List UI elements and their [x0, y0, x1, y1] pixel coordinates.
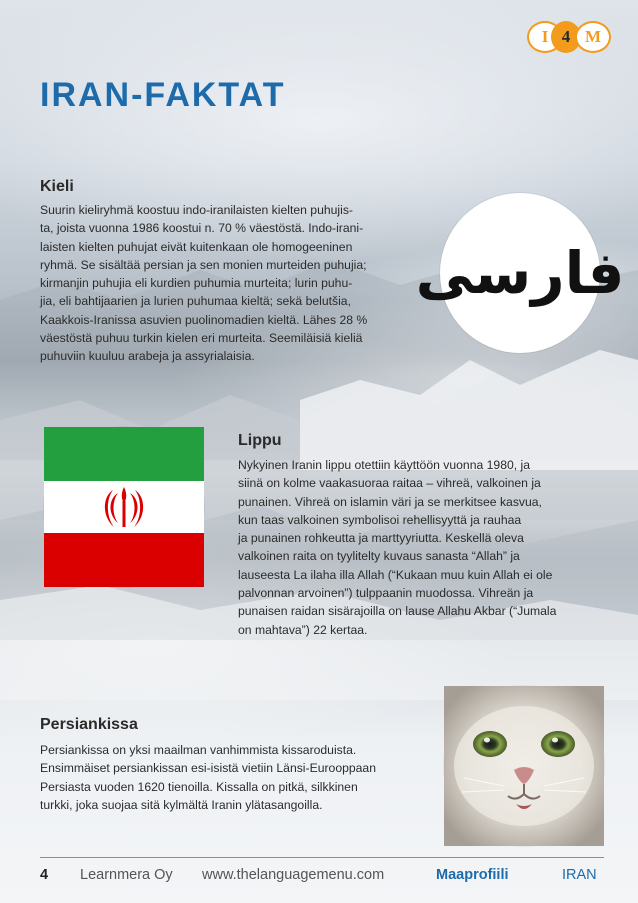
persiankissa-paragraph — [40, 741, 440, 814]
kieli-line: jia, eli bahtijaarien ja lurien puhumaa kieltä; sekä belutšia, — [40, 294, 351, 309]
lippu-line: punaisen raidan sisärajoilla on lause Allahu Akbar (“Jumala — [238, 604, 557, 619]
lippu-line: punainen. Vihreä on islamin väri ja se merkitsee kasvua, — [238, 494, 542, 509]
kieli-line: Suurin kieliryhmä koostuu indo-iranilaisten kielten puhujis- — [40, 203, 353, 217]
iran-flag-circle — [44, 427, 204, 587]
persiankissa-line: Persiasta vuoden 1620 tienoilla. Kissalla on pitkä, silkkinen — [40, 779, 358, 794]
logo-bubble-4: 4 — [551, 21, 581, 53]
iran-flag — [44, 427, 204, 587]
lippu-heading: Lippu — [238, 432, 282, 449]
kieli-heading: Kieli — [40, 178, 74, 195]
kieli-line: ta, joista vuonna 1986 koostui n. 70 % väestöstä. Indo-irani- — [40, 221, 364, 236]
kieli-line: puhuviin kuuluu arabeja ja assyrialaisia. — [40, 349, 255, 364]
footer-company: Learnmera Oy — [80, 867, 173, 883]
persiankissa-line: Ensimmäiset persiankissan esi-isistä vietiin Länsi-Eurooppaan — [40, 761, 376, 776]
lippu-line: valkoinen raita on tyylitelty kuvaus sanasta “Allah” ja — [238, 549, 520, 564]
lippu-line: siinä on kolme vaakasuoraa raitaa – vihreä, valkoinen ja — [238, 476, 541, 491]
logo-bubble-m: M — [575, 21, 611, 53]
footer-country: IRAN — [562, 867, 597, 883]
lippu-paragraph — [238, 456, 608, 639]
lippu-line: on mahtava”) 22 kertaa. — [238, 622, 368, 637]
farsi-word: فارسی — [415, 239, 625, 307]
kieli-paragraph — [40, 201, 420, 366]
kieli-line: väestöstä puhuu turkin kielen eri murteita. Seemiläisiä kieliä — [40, 331, 363, 346]
footer-section: Maaprofiili — [436, 867, 509, 883]
farsi-circle — [415, 193, 625, 353]
footer-divider — [40, 857, 604, 858]
persiankissa-heading: Persiankissa — [40, 716, 138, 733]
lippu-line: Nykyinen Iranin lippu otettiin käyttöön vuonna 1980, ja — [238, 458, 531, 472]
kieli-line: ryhmä. Se sisältää persian ja sen monien murteiden puhujia; — [40, 257, 367, 272]
footer-website[interactable]: www.thelanguagemenu.com — [202, 867, 385, 883]
lippu-line: palvonnan arvoinen”) tulppaanin muodossa. Vihreän ja — [238, 586, 534, 601]
lippu-line: kun taas valkoinen symbolisoi rehellisyyttä ja rauhaa — [238, 512, 522, 527]
persiankissa-line: Persiankissa on yksi maailman vanhimmista kissaroduista. — [40, 743, 357, 757]
kieli-line: Kaakkois-Iranissa asuvien puolinomadien kieltä. Lähes 28 % — [40, 312, 368, 327]
page-title: IRAN-FAKTAT — [40, 76, 286, 114]
persian-cat-circle — [444, 686, 604, 846]
persiankissa-line: turkki, joka suojaa sitä kylmältä Iranin ylätasangoilla. — [40, 797, 323, 812]
lippu-line: lauseesta La ilaha illa Allah (“Kukaan muu kuin Allah ei ole — [238, 567, 553, 582]
kieli-line: kirmanjin puhujia eli kurdien puhumia murteita; lurin puhu- — [40, 276, 353, 291]
logo-bubble-i: I — [527, 21, 563, 53]
persian-cat-image — [444, 686, 604, 846]
lippu-line: ja punainen rohkeutta ja marttyyriutta. Keskellä oleva — [238, 531, 524, 546]
kieli-line: laisten kielten puhujat eivät kuitenkaan ole homogeeninen — [40, 239, 353, 254]
footer-page-number: 4 — [40, 867, 49, 883]
